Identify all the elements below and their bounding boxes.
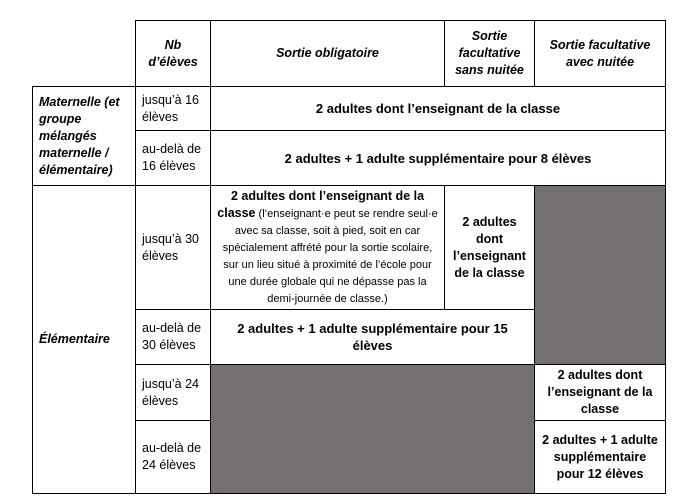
header-row: [33, 21, 666, 87]
nb-eleves-cell: au-delà de 16 élèves: [136, 131, 211, 186]
rule-cell: 2 adultes + 1 adulte supplémentaire pour 8 élèves: [211, 131, 666, 186]
rule-cell: 2 adultes dont l’enseignant de la classe: [535, 365, 666, 421]
rule-cell: 2 adultes + 1 adulte supplémentaire pour 15 élèves: [211, 310, 535, 365]
category-maternelle: Maternelle (et groupe mélangés maternelle / élémentaire): [33, 87, 136, 186]
rule-text: 2 adultes dont l’enseignant de la classe: [217, 189, 425, 220]
table-row: [33, 186, 666, 310]
supervision-table: [32, 20, 666, 494]
rule-cell: 2 adultes dont l’enseignant de la classe: [445, 186, 535, 310]
empty-corner-cell: [33, 21, 136, 87]
rule-cell: 2 adultes + 1 adulte supplémentaire pour 12 élèves: [535, 421, 666, 494]
header-sortie-obligatoire: Sortie obligatoire: [211, 21, 445, 87]
nb-eleves-cell: au-delà de 30 élèves: [136, 310, 211, 365]
rule-cell: 2 adultes dont l’enseignant de la classe: [211, 87, 666, 131]
table-row: [33, 87, 666, 131]
nb-eleves-cell: jusqu’à 30 élèves: [136, 186, 211, 310]
nb-eleves-cell: jusqu’à 16 élèves: [136, 87, 211, 131]
header-sortie-facultative-avec-nuitee: Sortie facultative avec nuitée: [535, 21, 666, 87]
nb-eleves-cell: jusqu’à 24 élèves: [136, 365, 211, 421]
header-nb-eleves: Nb d’élèves: [136, 21, 211, 87]
rule-note: (l’enseignant·e peut se rendre seul·e avec sa classe, soit à pied, soit en car spécialement affrété pour la sortie scolaire, sur un lieu situé à proximité de l’école pour une durée globale qui ne dépasse pas la demi-journée de classe.): [222, 208, 438, 305]
nb-eleves-cell: au-delà de 24 élèves: [136, 421, 211, 494]
category-elementaire: Élémentaire: [33, 186, 136, 494]
rule-cell-with-note: [211, 186, 445, 310]
shaded-cell: [535, 186, 666, 365]
header-sortie-facultative-sans-nuitee: Sortie facultative sans nuitée: [445, 21, 535, 87]
shaded-cell: [211, 365, 535, 494]
